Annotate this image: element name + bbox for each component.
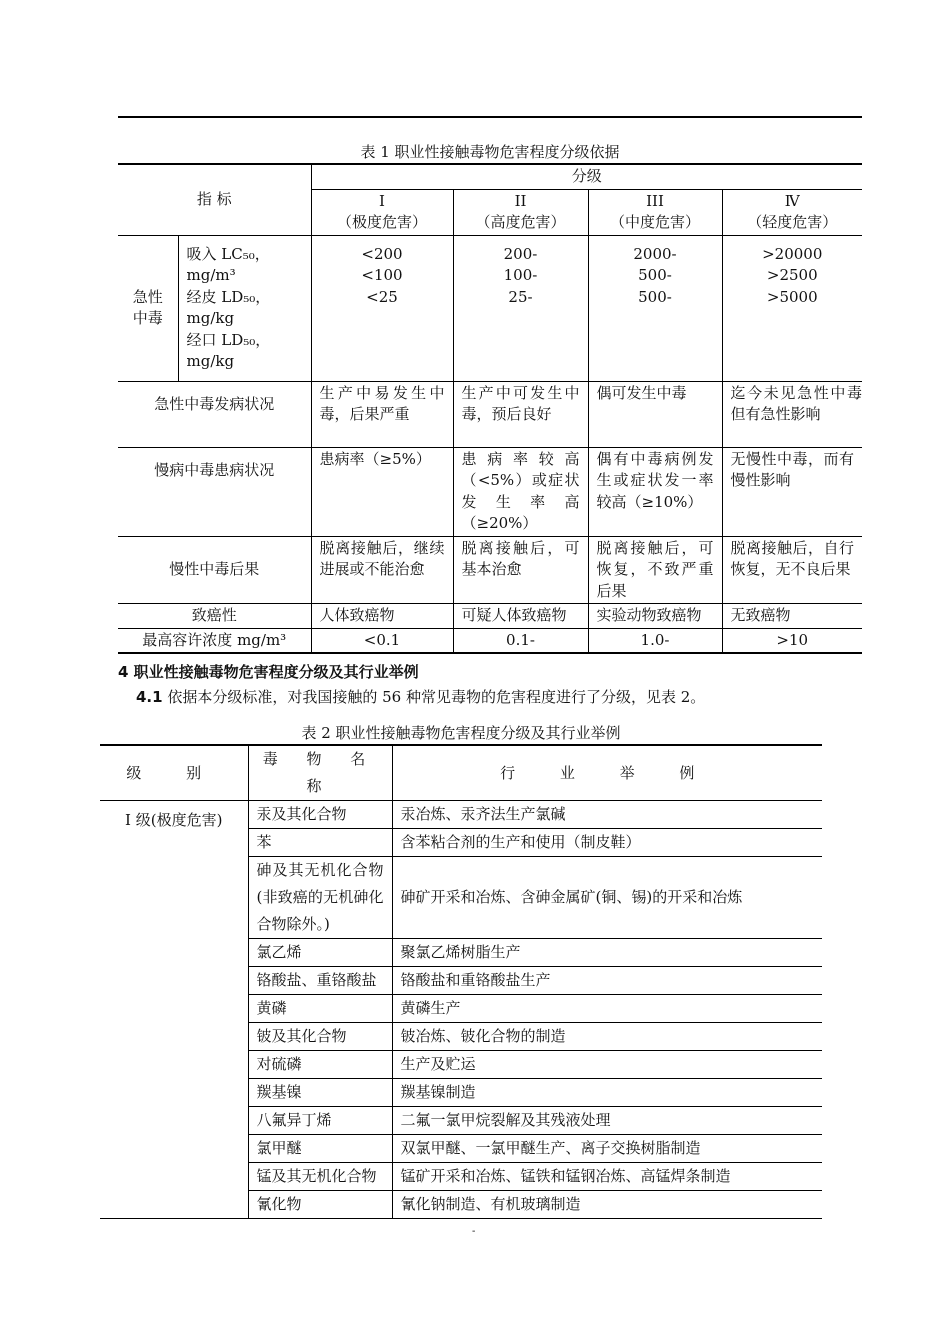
- toxicant-name: 砷及其无机化合物(非致癌的无机砷化合物除外。): [248, 857, 392, 939]
- row-cell: 无致癌物: [722, 604, 862, 629]
- row-cell: 患病率（≥5%）: [311, 447, 453, 536]
- row-cell: 迄今未见急性中毒但有急性影响: [722, 381, 862, 447]
- industry-example: 黄磷生产: [392, 995, 822, 1023]
- toxicant-name: 铬酸盐、重铬酸盐: [248, 967, 392, 995]
- row-cell: 实验动物致癌物: [588, 604, 722, 629]
- header-toxicant: 毒 物 名 称: [248, 745, 392, 801]
- section-heading: 4 职业性接触毒物危害程度分级及其行业举例: [118, 663, 419, 681]
- industry-example: 羰基镍制造: [392, 1079, 822, 1107]
- level-4: Ⅳ （轻度危害）: [722, 189, 862, 235]
- row-cell: >10: [722, 628, 862, 653]
- industry-example: 铬酸盐和重铬酸盐生产: [392, 967, 822, 995]
- row-label: 最高容许浓度 mg/m³: [118, 628, 311, 653]
- section-paragraph: [136, 686, 705, 707]
- industry-example: 锰矿开采和冶炼、锰铁和锰钢冶炼、高锰焊条制造: [392, 1163, 822, 1191]
- row-cell: 可疑人体致癌物: [453, 604, 588, 629]
- acute-label: 急性中毒: [118, 235, 178, 381]
- row-cell: 脱离接触后，可基本治愈: [453, 536, 588, 604]
- toxicant-name: 羰基镍: [248, 1079, 392, 1107]
- row-cell: 脱离接触后，继续进展或不能治愈: [311, 536, 453, 604]
- level-3: III （中度危害）: [588, 189, 722, 235]
- row-cell: 偶可发生中毒: [588, 381, 722, 447]
- toxicant-name: 对硫磷: [248, 1051, 392, 1079]
- table1-header-row: [118, 164, 862, 189]
- acute-values-3: 2000- 500- 500-: [588, 235, 722, 381]
- level-2: II （高度危害）: [453, 189, 588, 235]
- grade-cell: I 级(极度危害): [100, 801, 248, 1219]
- toxicant-name: 八氟异丁烯: [248, 1107, 392, 1135]
- acute-values-2: 200- 100- 25-: [453, 235, 588, 381]
- table1-caption: 表 1 职业性接触毒物危害程度分级依据: [360, 143, 620, 161]
- header-grading: 分级: [311, 164, 862, 189]
- acute-values-4: >20000 >2500 >5000: [722, 235, 862, 381]
- industry-example: 二氟一氯甲烷裂解及其残液处理: [392, 1107, 822, 1135]
- table-row: [100, 801, 822, 829]
- toxicant-name: 苯: [248, 829, 392, 857]
- table2-caption: 表 2 职业性接触毒物危害程度分级及其行业举例: [301, 724, 621, 742]
- header-industry: 行 业 举 例: [392, 745, 822, 801]
- industry-example: 含苯粘合剂的生产和使用（制皮鞋）: [392, 829, 822, 857]
- row-label: 慢性中毒后果: [118, 536, 311, 604]
- table2-header-row: [100, 745, 822, 801]
- toxicant-name: 铍及其化合物: [248, 1023, 392, 1051]
- toxicant-name: 汞及其化合物: [248, 801, 392, 829]
- industry-example: 氰化钠制造、有机玻璃制造: [392, 1191, 822, 1219]
- industry-example: 汞冶炼、汞齐法生产氯碱: [392, 801, 822, 829]
- row-cell: 0.1-: [453, 628, 588, 653]
- row-cell: 脱离接触后，可恢复，不致严重后果: [588, 536, 722, 604]
- top-rule: [118, 116, 862, 118]
- para-text: 依据本分级标准，对我国接触的 56 种常见毒物的危害程度进行了分级，见表 2。: [167, 688, 706, 706]
- header-grade: 级 别: [100, 745, 248, 801]
- mac-row: [118, 628, 862, 653]
- acute-values-1: <200 <100 <25: [311, 235, 453, 381]
- toxicant-name: 氯甲醚: [248, 1135, 392, 1163]
- row-label: 慢病中毒患病状况: [118, 447, 311, 536]
- header-indicator: 指 标: [118, 164, 311, 235]
- toxicant-name: 锰及其无机化合物: [248, 1163, 392, 1191]
- industry-example: 双氯甲醚、一氯甲醚生产、离子交换树脂制造: [392, 1135, 822, 1163]
- page-number: -: [472, 1226, 476, 1237]
- carcinogenicity-row: [118, 604, 862, 629]
- row-cell: 偶有中毒病例发生或症状发一率较高（≥10%）: [588, 447, 722, 536]
- toxicant-name: 氯乙烯: [248, 939, 392, 967]
- level-1: I （极度危害）: [311, 189, 453, 235]
- row-label: 致癌性: [118, 604, 311, 629]
- row-cell: 生产中易发生中毒，后果严重: [311, 381, 453, 447]
- acute-onset-row: [118, 381, 862, 447]
- chronic-incidence-row: [118, 447, 862, 536]
- industry-example: 砷矿开采和冶炼、含砷金属矿(铜、锡)的开采和冶炼: [392, 857, 822, 939]
- chronic-outcome-row: [118, 536, 862, 604]
- industry-examples-table: [100, 744, 822, 1219]
- row-cell: 无慢性中毒，而有慢性影响: [722, 447, 862, 536]
- para-number: 4.1: [136, 688, 163, 706]
- acute-items: 吸入 LC₅₀，mg/m³ 经皮 LD₅₀，mg/kg 经口 LD₅₀，mg/kg: [178, 235, 311, 381]
- toxicant-name: 黄磷: [248, 995, 392, 1023]
- row-cell: 1.0-: [588, 628, 722, 653]
- industry-example: 生产及贮运: [392, 1051, 822, 1079]
- row-cell: 脱离接触后，自行恢复，无不良后果: [722, 536, 862, 604]
- acute-toxicity-row: [118, 235, 862, 381]
- toxicant-name: 氰化物: [248, 1191, 392, 1219]
- hazard-grading-table: [118, 163, 862, 654]
- row-cell: 生产中可发生中毒，预后良好: [453, 381, 588, 447]
- industry-example: 铍冶炼、铍化合物的制造: [392, 1023, 822, 1051]
- industry-example: 聚氯乙烯树脂生产: [392, 939, 822, 967]
- row-cell: <0.1: [311, 628, 453, 653]
- row-label: 急性中毒发病状况: [118, 381, 311, 447]
- row-cell: 人体致癌物: [311, 604, 453, 629]
- row-cell: 患病率较高（<5%）或症状发生率高（≥20%）: [453, 447, 588, 536]
